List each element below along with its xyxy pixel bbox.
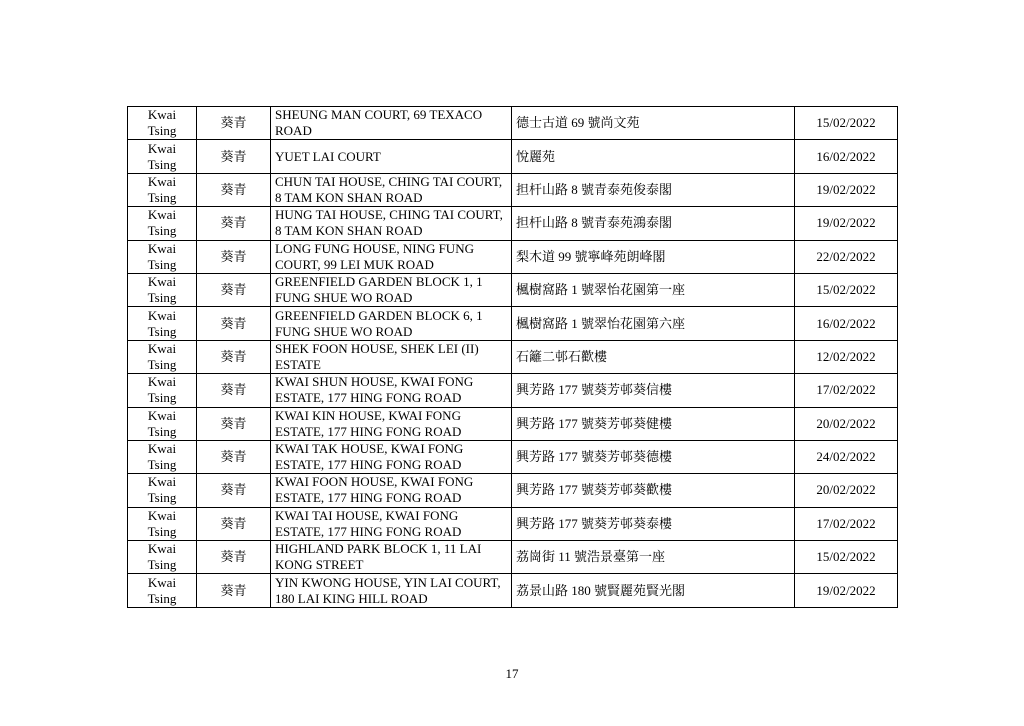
building-name-zh-cell: 興芳路 177 號葵芳邨葵歡樓 <box>512 474 795 507</box>
district-en-cell: Kwai Tsing <box>128 574 197 607</box>
building-name-en-cell: HIGHLAND PARK BLOCK 1, 11 LAI KONG STREET <box>271 541 512 574</box>
building-name-zh-cell: 担杆山路 8 號青泰苑鴻泰閣 <box>512 207 795 240</box>
district-en-cell: Kwai Tsing <box>128 140 197 173</box>
page-number: 17 <box>505 666 519 681</box>
district-zh-cell: 葵青 <box>197 374 271 407</box>
table-row <box>128 374 898 407</box>
building-name-zh-cell: 興芳路 177 號葵芳邨葵健樓 <box>512 407 795 440</box>
district-en-cell: Kwai Tsing <box>128 374 197 407</box>
table-row <box>128 173 898 206</box>
district-zh-cell: 葵青 <box>197 273 271 306</box>
table-row <box>128 440 898 473</box>
building-name-en-cell: GREENFIELD GARDEN BLOCK 1, 1 FUNG SHUE WO ROAD <box>271 273 512 306</box>
date-cell: 15/02/2022 <box>795 273 898 306</box>
table-row <box>128 107 898 140</box>
building-name-en-cell: SHEK FOON HOUSE, SHEK LEI (II) ESTATE <box>271 340 512 373</box>
table-row <box>128 541 898 574</box>
district-en-cell: Kwai Tsing <box>128 173 197 206</box>
district-zh-cell: 葵青 <box>197 574 271 607</box>
building-name-en-cell: YUET LAI COURT <box>271 140 512 173</box>
building-name-en-cell: KWAI SHUN HOUSE, KWAI FONG ESTATE, 177 HING FONG ROAD <box>271 374 512 407</box>
building-name-zh-cell: 荔崗街 11 號浩景臺第一座 <box>512 541 795 574</box>
date-cell: 20/02/2022 <box>795 474 898 507</box>
building-name-zh-cell: 興芳路 177 號葵芳邨葵泰樓 <box>512 507 795 540</box>
building-list-table-body <box>128 107 898 608</box>
date-cell: 15/02/2022 <box>795 541 898 574</box>
building-name-en-cell: HUNG TAI HOUSE, CHING TAI COURT, 8 TAM KON SHAN ROAD <box>271 207 512 240</box>
district-zh-cell: 葵青 <box>197 207 271 240</box>
date-cell: 19/02/2022 <box>795 207 898 240</box>
date-cell: 17/02/2022 <box>795 374 898 407</box>
district-en-cell: Kwai Tsing <box>128 240 197 273</box>
building-name-en-cell: YIN KWONG HOUSE, YIN LAI COURT, 180 LAI KING HILL ROAD <box>271 574 512 607</box>
building-name-zh-cell: 梨木道 99 號寧峰苑朗峰閣 <box>512 240 795 273</box>
building-name-en-cell: CHUN TAI HOUSE, CHING TAI COURT, 8 TAM KON SHAN ROAD <box>271 173 512 206</box>
district-en-cell: Kwai Tsing <box>128 107 197 140</box>
building-name-zh-cell: 担杆山路 8 號青泰苑俊泰閣 <box>512 173 795 206</box>
district-zh-cell: 葵青 <box>197 440 271 473</box>
district-zh-cell: 葵青 <box>197 140 271 173</box>
district-en-cell: Kwai Tsing <box>128 407 197 440</box>
date-cell: 22/02/2022 <box>795 240 898 273</box>
district-zh-cell: 葵青 <box>197 173 271 206</box>
date-cell: 24/02/2022 <box>795 440 898 473</box>
district-zh-cell: 葵青 <box>197 507 271 540</box>
table-row <box>128 307 898 340</box>
district-en-cell: Kwai Tsing <box>128 507 197 540</box>
building-name-en-cell: LONG FUNG HOUSE, NING FUNG COURT, 99 LEI MUK ROAD <box>271 240 512 273</box>
building-name-zh-cell: 興芳路 177 號葵芳邨葵信樓 <box>512 374 795 407</box>
date-cell: 12/02/2022 <box>795 340 898 373</box>
building-name-en-cell: GREENFIELD GARDEN BLOCK 6, 1 FUNG SHUE WO ROAD <box>271 307 512 340</box>
table-row <box>128 474 898 507</box>
district-zh-cell: 葵青 <box>197 307 271 340</box>
building-name-zh-cell: 石籬二邨石歡樓 <box>512 340 795 373</box>
building-list-table <box>127 106 898 608</box>
building-name-en-cell: KWAI KIN HOUSE, KWAI FONG ESTATE, 177 HING FONG ROAD <box>271 407 512 440</box>
district-en-cell: Kwai Tsing <box>128 207 197 240</box>
table-row <box>128 340 898 373</box>
date-cell: 20/02/2022 <box>795 407 898 440</box>
district-zh-cell: 葵青 <box>197 340 271 373</box>
district-en-cell: Kwai Tsing <box>128 474 197 507</box>
district-zh-cell: 葵青 <box>197 107 271 140</box>
date-cell: 16/02/2022 <box>795 307 898 340</box>
building-name-zh-cell: 悅麗苑 <box>512 140 795 173</box>
date-cell: 19/02/2022 <box>795 574 898 607</box>
table-row <box>128 574 898 607</box>
date-cell: 19/02/2022 <box>795 173 898 206</box>
building-name-zh-cell: 興芳路 177 號葵芳邨葵德樓 <box>512 440 795 473</box>
district-zh-cell: 葵青 <box>197 474 271 507</box>
date-cell: 15/02/2022 <box>795 107 898 140</box>
table-row <box>128 273 898 306</box>
district-en-cell: Kwai Tsing <box>128 440 197 473</box>
building-name-en-cell: KWAI FOON HOUSE, KWAI FONG ESTATE, 177 HING FONG ROAD <box>271 474 512 507</box>
building-name-zh-cell: 德士古道 69 號尚文苑 <box>512 107 795 140</box>
building-name-en-cell: KWAI TAI HOUSE, KWAI FONG ESTATE, 177 HING FONG ROAD <box>271 507 512 540</box>
district-en-cell: Kwai Tsing <box>128 541 197 574</box>
building-name-zh-cell: 楓樹窩路 1 號翠怡花園第六座 <box>512 307 795 340</box>
date-cell: 16/02/2022 <box>795 140 898 173</box>
district-en-cell: Kwai Tsing <box>128 273 197 306</box>
building-name-en-cell: SHEUNG MAN COURT, 69 TEXACO ROAD <box>271 107 512 140</box>
district-en-cell: Kwai Tsing <box>128 340 197 373</box>
district-zh-cell: 葵青 <box>197 407 271 440</box>
building-name-zh-cell: 楓樹窩路 1 號翠怡花園第一座 <box>512 273 795 306</box>
district-zh-cell: 葵青 <box>197 541 271 574</box>
district-zh-cell: 葵青 <box>197 240 271 273</box>
table-row <box>128 407 898 440</box>
table-row <box>128 240 898 273</box>
table-row <box>128 507 898 540</box>
building-name-zh-cell: 荔景山路 180 號賢麗苑賢光閣 <box>512 574 795 607</box>
date-cell: 17/02/2022 <box>795 507 898 540</box>
table-row <box>128 207 898 240</box>
building-name-en-cell: KWAI TAK HOUSE, KWAI FONG ESTATE, 177 HING FONG ROAD <box>271 440 512 473</box>
district-en-cell: Kwai Tsing <box>128 307 197 340</box>
table-row <box>128 140 898 173</box>
